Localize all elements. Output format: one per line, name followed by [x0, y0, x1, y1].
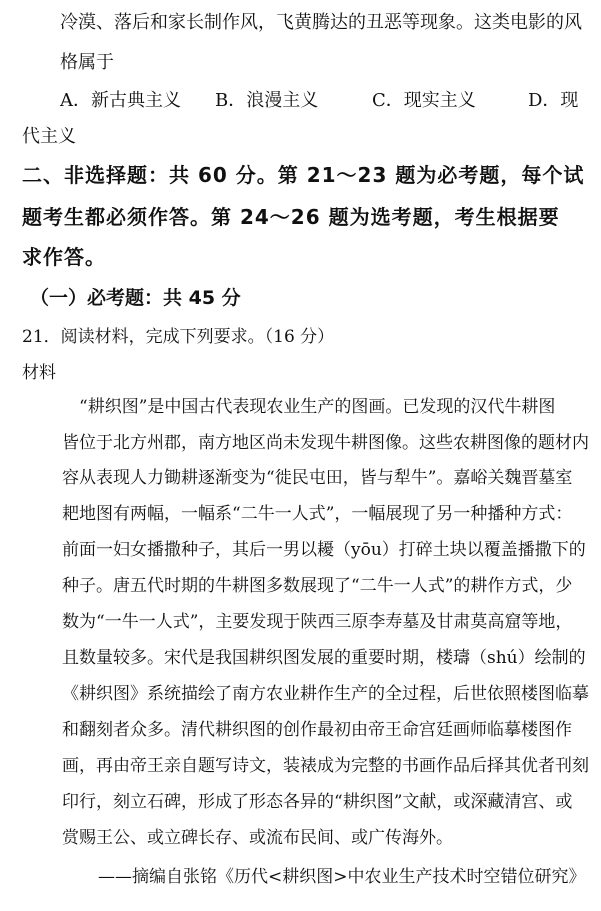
- material-line-11: 画，再由帝王亲自题写诗文，装裱成为完整的书画作品后择其优者刊刻: [62, 756, 589, 776]
- material-line-12: 印行，刻立石碑，形成了形态各异的“耕织图”文献，或深藏清宫、或: [62, 792, 573, 812]
- q20-option-d: D．现: [528, 90, 579, 111]
- section-2-heading-line-3: 求作答。: [22, 245, 106, 269]
- material-line-10: 和翻刻者众多。清代耕织图的创作最初由帝王命宫廷画师临摹楼图作: [62, 720, 572, 740]
- q20-option-c: C．现实主义: [372, 90, 476, 111]
- section-2-heading-line-2: 题考生都必须作答。第 24～26 题为选考题，考生根据要: [22, 205, 560, 229]
- subsection-1-heading: （一）必考题：共 45 分: [30, 287, 241, 309]
- material-line-1: “耕织图”是中国古代表现农业生产的图画。已发现的汉代牛耕图: [62, 397, 556, 417]
- q20-option-d-wrap: 代主义: [22, 126, 76, 147]
- material-line-7: 数为“一牛一人式”，主要发现于陕西三原李寿墓及甘肃莫高窟等地，: [62, 612, 573, 632]
- material-label: 材料: [22, 363, 56, 383]
- material-line-4: 耙地图有两幅，一幅系“二牛一人式”，一幅展现了另一种播种方式：: [62, 504, 573, 524]
- material-source: ——摘编自张铭《历代<耕织图>中农业生产技术时空错位研究》: [98, 867, 586, 887]
- material-line-8: 且数量较多。宋代是我国耕织图发展的重要时期，楼璹（shú）绘制的: [62, 648, 586, 668]
- q20-stem-line-2: 格属于: [60, 52, 114, 73]
- material-line-2: 皆位于北方州郡，南方地区尚未发现牛耕图像。这些农耕图像的题材内: [62, 433, 589, 453]
- q21-prompt: 21．阅读材料，完成下列要求。（16 分）: [22, 327, 335, 347]
- section-2-heading-line-1: 二、非选择题：共 60 分。第 21～23 题为必考题，每个试: [22, 163, 585, 187]
- material-line-9: 《耕织图》系统描绘了南方农业耕作生产的全过程，后世依照楼图临摹: [62, 684, 589, 704]
- material-line-6: 种子。唐五代时期的牛耕图多数展现了“二牛一人式”的耕作方式，少: [62, 576, 573, 596]
- q20-option-a: A．新古典主义: [60, 90, 181, 111]
- material-line-3: 容从表现人力锄耕逐渐变为“徙民屯田，皆与犁牛”。嘉峪关魏晋墓室: [62, 468, 573, 488]
- material-line-13: 赏赐王公、或立碑长存、或流布民间、或广传海外。: [62, 828, 453, 848]
- q20-option-b: B．浪漫主义: [215, 90, 319, 111]
- q20-stem-line-1: 冷漠、落后和家长制作风，飞黄腾达的丑恶等现象。这类电影的风: [60, 12, 582, 33]
- material-line-5: 前面一妇女播撒种子，其后一男以耰（yōu）打碎土块以覆盖播撒下的: [62, 540, 586, 560]
